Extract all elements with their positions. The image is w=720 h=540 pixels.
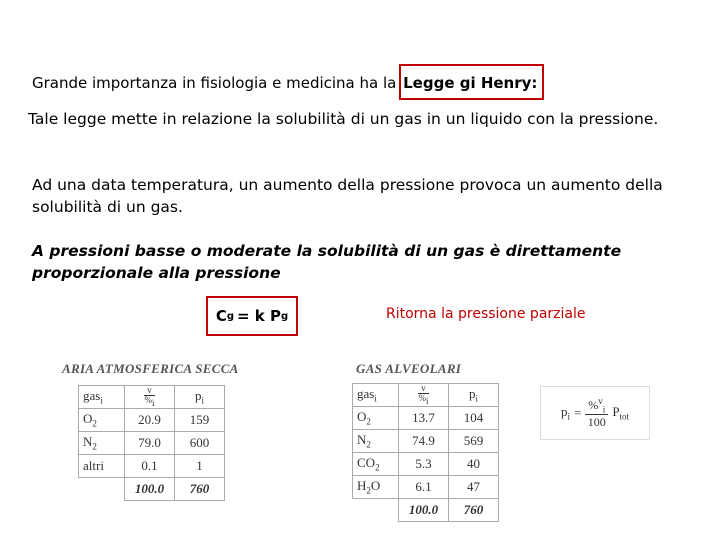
- table-header-row: gas$_i$ $\frac{v}{\%_i}$ $p_i$: [353, 384, 499, 407]
- alveolar-title: GAS ALVEOLARI: [356, 361, 462, 376]
- relation-line: Tale legge mette in relazione la solubilità di un gas in un liquido con la pressione.: [28, 110, 659, 128]
- dry-air-table: [78, 385, 225, 501]
- table-row: $CO_2$ 5.3 40: [353, 453, 499, 476]
- table-row: $N_2$ 74.9 569: [353, 430, 499, 453]
- table-row: altri 0.1 1: [79, 455, 225, 478]
- table-row: $N_2$ 79.0 600: [79, 432, 225, 455]
- intro-line: [32, 64, 544, 100]
- table-total-row: 100.0 760: [79, 478, 225, 501]
- henry-formula: C g = k P g: [206, 296, 298, 336]
- henry-law-highlight: Legge gi Henry:: [399, 64, 544, 100]
- partial-pressure-formula: $p_i$ = $\frac{\%^v_i}{100}$ $P_{tot}$: [540, 386, 650, 440]
- partial-pressure-note: Ritorna la pressione parziale: [386, 306, 586, 322]
- table-row: $O_2$ 20.9 159: [79, 409, 225, 432]
- dry-air-title: ARIA ATMOSFERICA SECCA: [62, 361, 239, 376]
- table-header-row: gas$_i$ $\frac{v}{\%_i}$ $p_i$: [79, 386, 225, 409]
- alveolar-table: [352, 383, 499, 522]
- table-row: $O_2$ 13.7 104: [353, 407, 499, 430]
- proportional-paragraph: A pressioni basse o moderate la solubilità di un gas è direttamente proporzionale alla pressione: [32, 242, 622, 282]
- table-total-row: 100.0 760: [353, 499, 499, 522]
- temperature-paragraph: Ad una data temperatura, un aumento della pressione provoca un aumento della solubilità di un gas.: [32, 176, 663, 216]
- table-row: $H_2O$ 6.1 47: [353, 476, 499, 499]
- intro-text: Grande importanza in fisiologia e medicina ha la: [32, 74, 397, 92]
